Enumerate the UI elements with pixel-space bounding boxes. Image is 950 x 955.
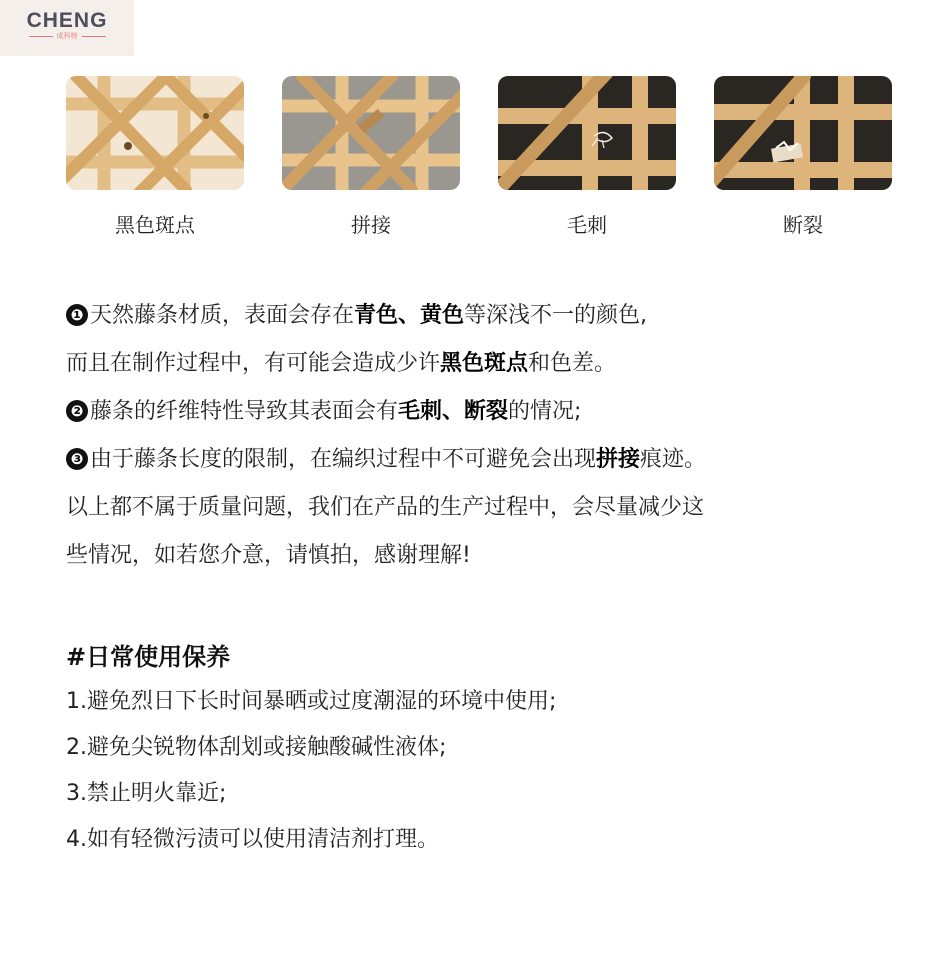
number-1-icon: ❶ <box>66 304 88 326</box>
rattan-burr-photo <box>498 76 676 190</box>
care-section <box>66 635 896 863</box>
note-line-3: ❷ 藤条的纤维特性导致其表面会有毛刺、断裂的情况; <box>66 388 896 436</box>
rattan-black-spot-photo <box>66 76 244 190</box>
number-3-icon: ❸ <box>66 448 88 470</box>
note-line-4: ❸ 由于藤条长度的限制，在编织过程中不可避免会出现拼接痕迹。 <box>66 436 896 484</box>
brand-name: CHENG <box>26 9 108 32</box>
care-item-4: 4.如有轻微污渍可以使用清洁剂打理。 <box>66 827 439 852</box>
defect-label-break: 断裂 <box>783 213 823 237</box>
note-line-1: ❶ 天然藤条材质，表面会存在青色、黄色等深浅不一的颜色, <box>66 292 896 340</box>
note-line-2: 而且在制作过程中，有可能会造成少许黑色斑点和色差。 <box>66 351 617 376</box>
defect-gallery <box>66 76 896 236</box>
care-title: #日常使用保养 <box>66 643 231 671</box>
defect-label-burr: 毛刺 <box>567 213 607 237</box>
defect-label-black-spot: 黑色斑点 <box>115 213 195 237</box>
note-line-6: 些情况，如若您介意，请慎拍，感谢理解! <box>66 543 471 568</box>
rattan-splice-photo <box>282 76 460 190</box>
brand-logo <box>0 0 134 56</box>
care-item-2: 2.避免尖锐物体刮划或接触酸碱性液体; <box>66 735 447 760</box>
material-notes <box>66 292 896 580</box>
brand-sub: 成科榜 <box>56 32 78 40</box>
number-2-icon: ❷ <box>66 400 88 422</box>
defect-label-splice: 拼接 <box>351 213 391 237</box>
note-line-5: 以上都不属于质量问题，我们在产品的生产过程中，会尽量减少这 <box>66 495 705 520</box>
care-item-1: 1.避免烈日下长时间暴晒或过度潮湿的环境中使用; <box>66 689 557 714</box>
rattan-break-photo <box>714 76 892 190</box>
care-item-3: 3.禁止明火靠近; <box>66 781 227 806</box>
